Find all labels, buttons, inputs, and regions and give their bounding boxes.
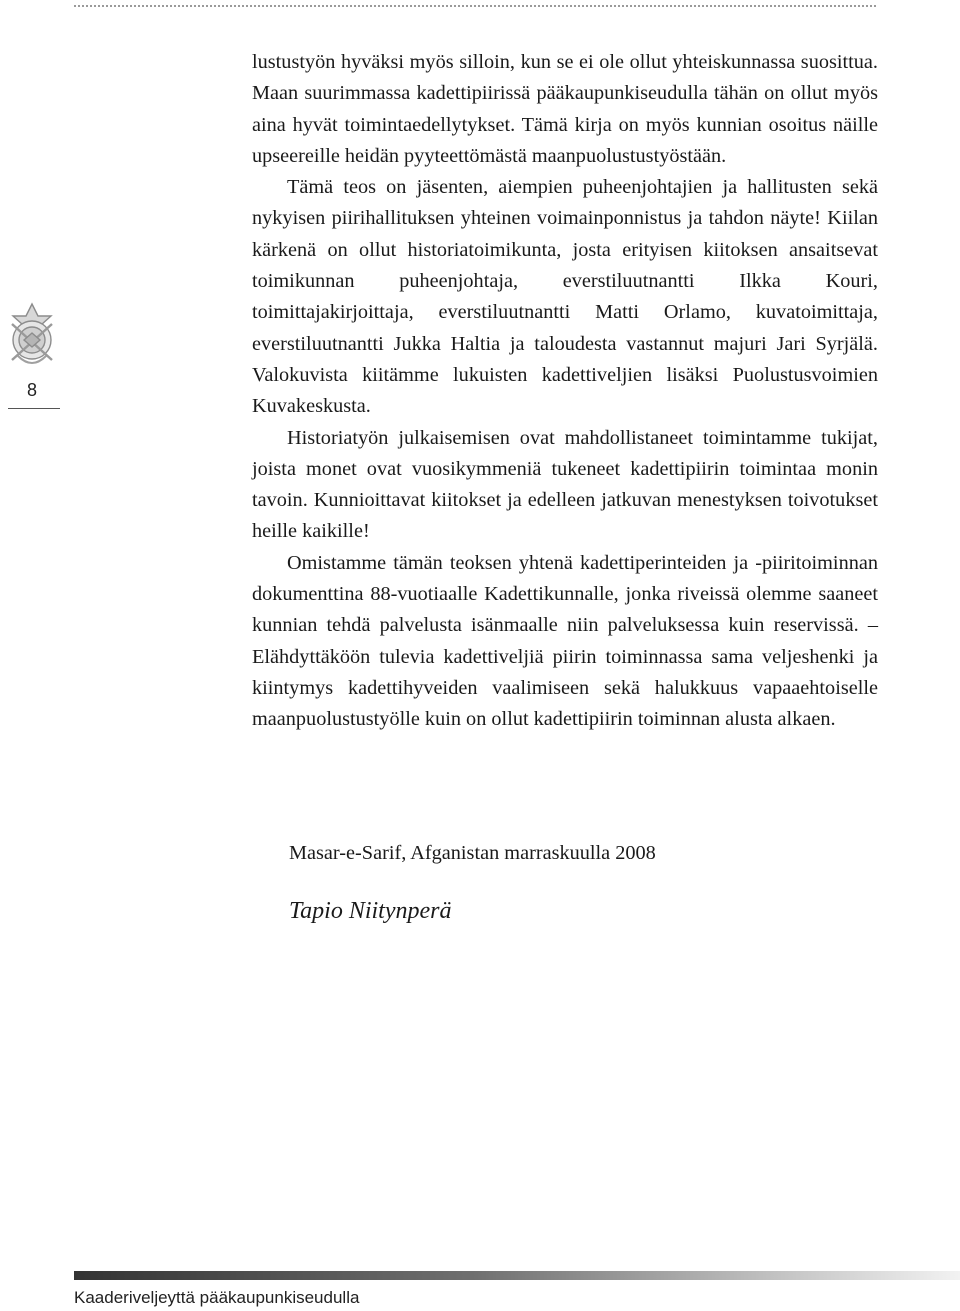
paragraph: Omistamme tämän teoksen yhtenä kadettiperinteiden ja -piiritoiminnan dokumenttina 88-vuotiaalle Kadettikunnalle, jonka riveissä olemme saaneet kunnian tehdä palvelusta isänmaalle niin palveluksessa kuin reservissä. – Elähdyttäköön tulevia kadettiveljiä piirin toiminnassa sama veljeshenki ja kiintymys kadettihyveiden vaalimiseen sekä halukkuus vapaaehtoiselle maanpuolustustyölle kuin on ollut kadettipiirin toiminnan alusta alkaen.	[252, 551, 878, 731]
footer-title: Kaaderiveljeyttä pääkaupunkiseudulla	[74, 1288, 360, 1307]
footer-gradient-bar	[74, 1271, 960, 1280]
paragraph: lustustyön hyväksi myös silloin, kun se ei ole ollut yhteiskunnassa suosittua. Maan suurimmassa kadettipiirissä pääkaupunkiseudulla tähän on ollut myös aina hyvät toimintaedellytykset. Tämä kirja on myös kunnian osoitus näille upseereille heidän pyyteettömästä maanpuolustustyöstään.	[252, 51, 878, 167]
signature: Tapio Niitynperä	[289, 898, 452, 924]
body-text	[252, 47, 878, 736]
paragraph: Tämä teos on jäsenten, aiempien puheenjohtajien ja hallitusten sekä nykyisen piirihallituksen yhteinen voimainponnistus ja tahdon näyte! Kiilan kärkenä on ollut historiatoimikunta, josta erityisen kiitoksen ansaitsevat toimikunnan puheenjohtaja, everstiluutnantti Ilkka Kouri, toimittajakirjoittaja, everstiluutnantti Matti Orlamo, kuvatoimittaja, everstiluutnantti Jukka Haltia ja taloudesta vastannut majuri Jari Syrjälä. Valokuvista kiitämme lukuisten kadettiveljien lisäksi Puolustusvoimien Kuvakeskusta.	[252, 176, 878, 418]
place-date-line: Masar-e-Sarif, Afganistan marraskuulla 2008	[289, 842, 656, 864]
cadet-badge-icon	[4, 300, 60, 372]
header-dotted-rule	[74, 5, 876, 9]
page-number-rule	[8, 408, 60, 409]
paragraph: Historiatyön julkaisemisen ovat mahdollistaneet toimintamme tukijat, joista monet ovat vuosikymmeniä tukeneet kadettipiirin toimintaa monin tavoin. Kunnioittavat kiitokset ja edelleen jatkuvan menestyksen toivotukset heille kaikille!	[252, 426, 878, 543]
page-number: 8	[26, 380, 37, 400]
